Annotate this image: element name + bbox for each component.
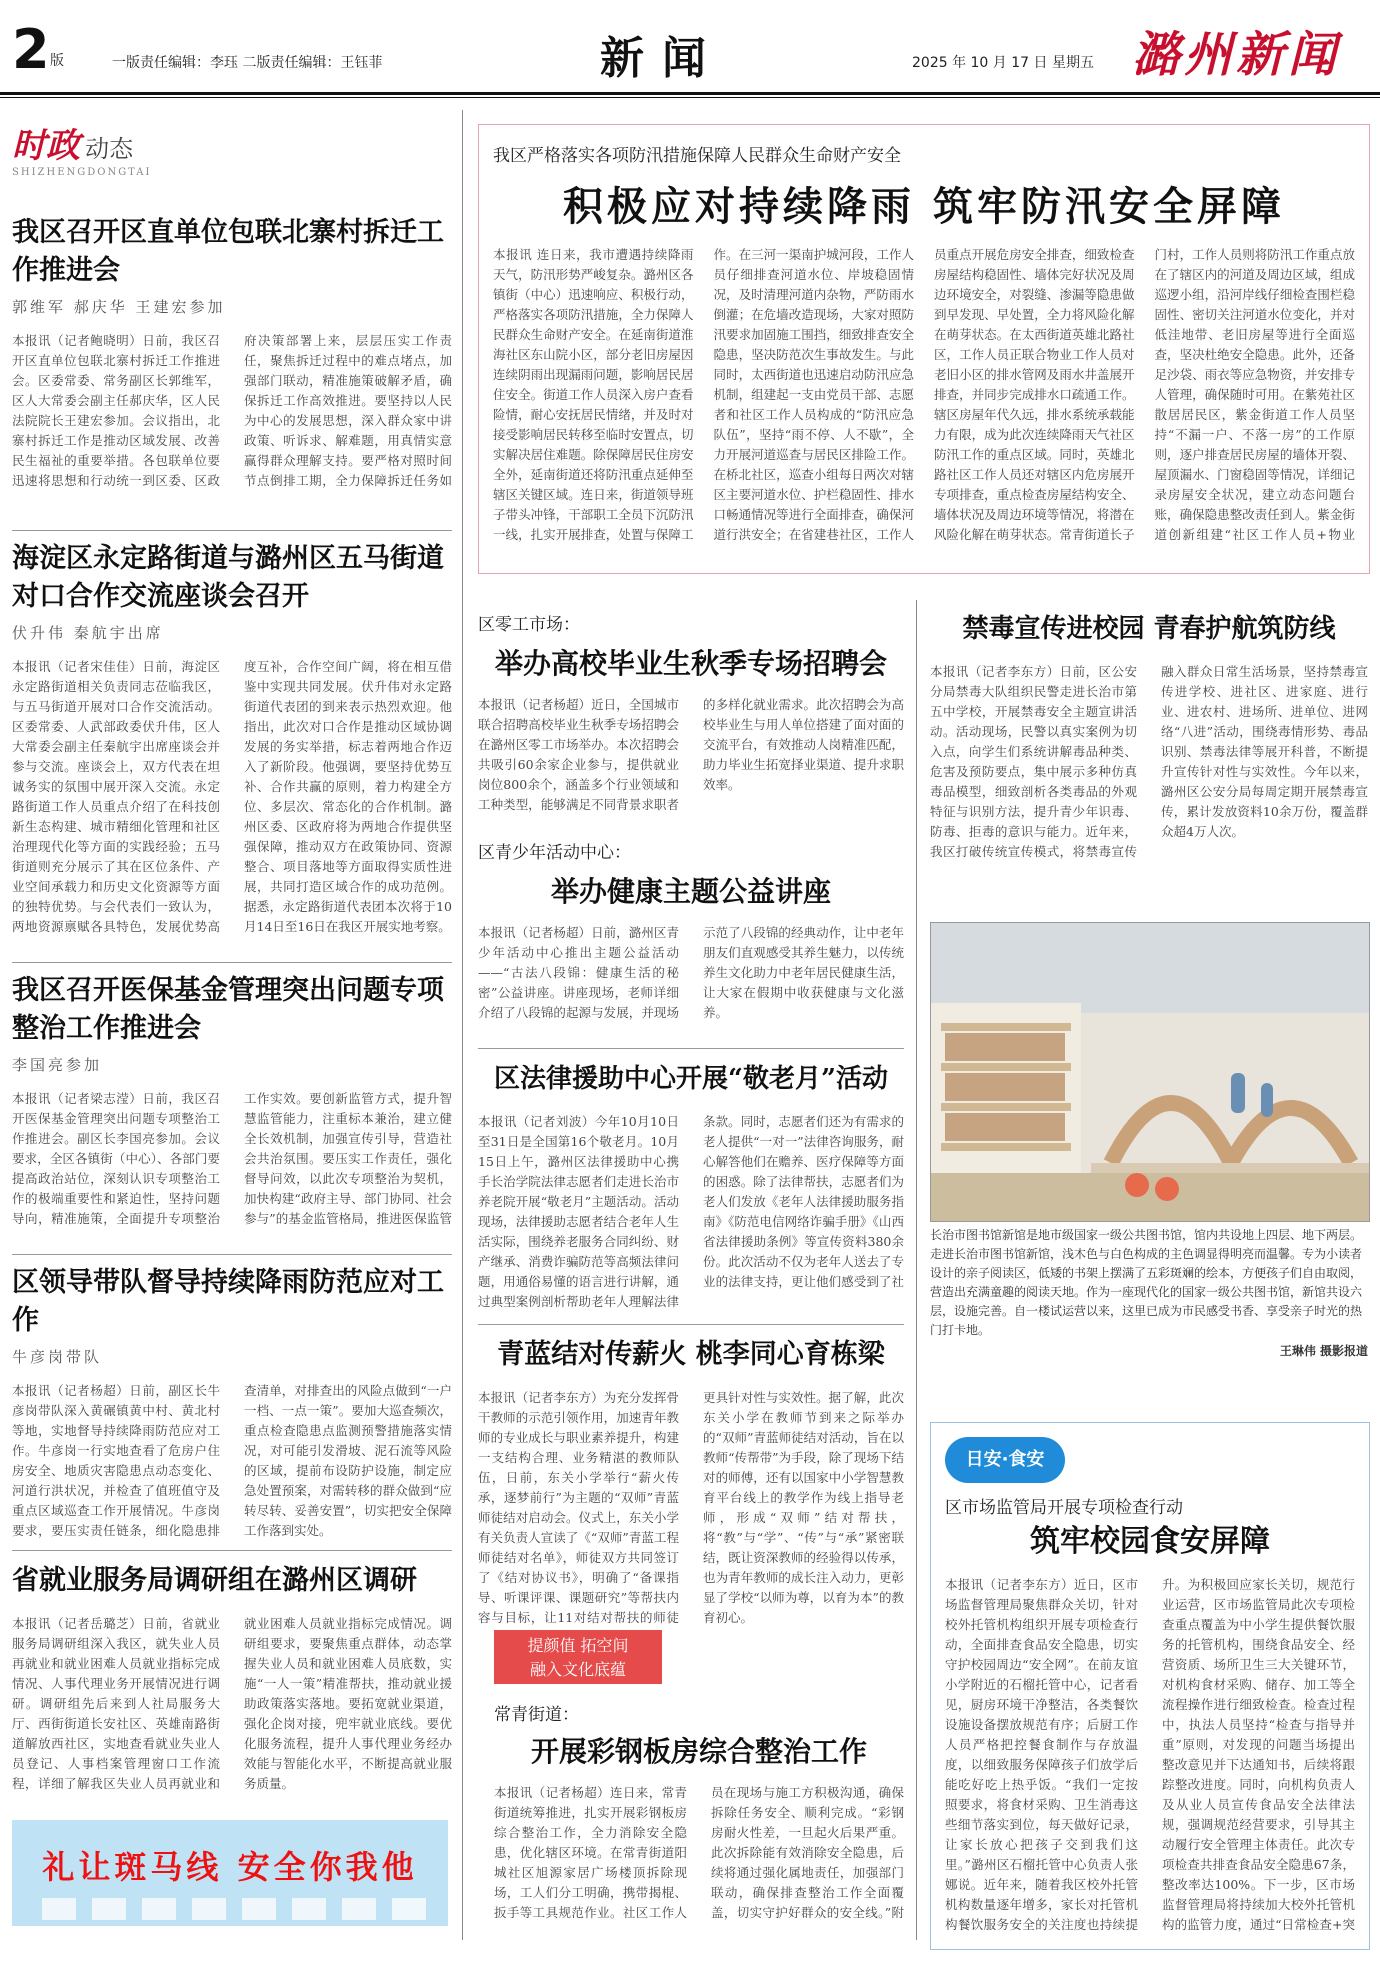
attendees: 李国亮参加 (12, 1056, 103, 1074)
article-body: 本报讯（记者李东方）近日，区市场监督管理局聚焦群众关切，针对校外托管机构组织开展专项检查行动，全面排查食品安全隐患，切实守护校园周边“安全网”。在前友谊小学附近的石榴托管中心，记者看见，厨房环境干净整洁，各类餐饮设施设备摆放规范有序；后厨工作人员严格把控餐食制作与存放温度，以细致服务保障孩子们放学后能吃好吃上热乎饭。“我们一定按照要求，将食材采购、卫生消毒这些细节落实到位，每天做好记录，让家长放心把孩子交到我们这里。”潞州区石榴托管中心负责人张娜说。近年来，随着我区校外托管机构数量逐年增多，家长对托管机构餐饮服务安全的关注度也持续提升。为积极回应家长关切，规范行业运营，区市场监管局此次专项检查重点覆盖为中小学生提供餐饮服务的托管机构，围绕食品安全、经营资质、场所卫生三大关键环节，对机构食材采购、储存、加工等全流程操作进行细致检查。检查过程中，执法人员坚持“检查与指导并重”原则，对发现的问题当场提出整改意见并下达通知书，后续将跟踪整改进度。同时，向机构负责人及从业人员宣传食品安全法律法规，强调规范经营要求，引导其主动履行安全管理主体责任。此次专项检查共排查食品安全隐患67条，整改率达100%。下一步，区市场监督管理局将持续加大校外托管机构的监管力度，通过“日常检查+突 (945, 1577, 1355, 1932)
editors-line: 一版责任编辑：李珏 二版责任编辑：王钰菲 (112, 55, 383, 71)
article-body: 本报讯（记者杨超）连日来，常青街道统筹推进，扎实开展彩钢板房综合整治工作，全力消除安全隐患，优化辖区环境。在常青街道阳城社区旭源家居广场楼顶拆除现场，工人们分工明确，携带揭棍、扳手等工具规范作业。社区工作人员在现场与施工方积极沟通，确保拆除任务安全、顺利完成。“彩钢房耐火性差，一旦起火后果严重。此次拆除能有效消除安全隐患，后续将通过强化属地责任，加强部门联动，确保排查整治工作全面覆盖，切实守护好群众的安全线。”附 (494, 1785, 904, 1920)
food-safety-logo: 日安·食安 (945, 1437, 1065, 1483)
article-employment (12, 1562, 452, 1794)
topic-badge (494, 1630, 662, 1684)
attendees: 伏升伟 秦航宇出席 (12, 624, 164, 642)
headline: 禁毒宣传进校园 青春护航筑防线 (962, 614, 1336, 644)
column-tag-pinyin: SHIZHENGDONGTAI (12, 167, 152, 178)
issue-date: 2025 年 10 月 17 日 星期五 (912, 55, 1094, 71)
divider (478, 1324, 904, 1325)
article-food-safety (930, 1422, 1370, 1950)
divider (12, 1550, 452, 1551)
column-tag (12, 118, 292, 176)
article-kicker: 区零工市场： (478, 615, 580, 635)
divider (12, 1254, 452, 1255)
headline: 海淀区永定路街道与潞州区五马街道对口合作交流座谈会召开 (12, 543, 444, 612)
badge-line: 融入文化底蕴 (529, 1660, 626, 1679)
headline: 举办高校毕业生秋季专场招聘会 (494, 647, 887, 680)
section-title: 新闻 (600, 33, 724, 84)
feature-article (478, 124, 1370, 574)
column-divider (916, 600, 917, 1940)
photo-caption (930, 1226, 1368, 1361)
caption-text: 长治市图书馆新馆是地市级国家一级公共图书馆，馆内共设地上四层、地下两层。走进长治市图书馆新馆，浅木色与白色构成的主色调显得明亮而温馨。专为小读者设计的亲子阅读区，低矮的书架上摆满了五彩斑斓的绘本，方便孩子们自由取阅，营造出充满童趣的阅读天地。作为一座现代化的国家一级公共图书馆，新馆共设六层，设施完善。自一楼试运营以来，这里已成为市民感受书香、享受亲子时光的热门打卡地。 (930, 1228, 1363, 1337)
promo-slogan: 礼让斑马线 安全你我他 (42, 1848, 418, 1886)
article-body: 本报讯（记者刘波）今年10月10日至31日是全国第16个敬老月。10月15日上午，潞州区法律援助中心携手长治学院法律志愿者们走进长治市养老院开展“敬老月”主题活动。活动现场，法律援助志愿者结合老年人生活实际，围绕养老服务合同纠纷、财产继承、消费诈骗防范等高频法律问题，用通俗易懂的语言进行讲解，通过典型案例剖析帮助老年人理解法律条款。同时，志愿者们还为有需求的老人提供“一对一”法律咨询服务，耐心解答他们在赡养、医疗保障等方面的困惑。除了法律帮扶，志愿者们为老人们发放《老年人法律援助服务指南》《防范电信网络诈骗手册》《山西省法律援助条例》等宣传资料380余份。此次活动不仅为老年人送去了专业的法律支持，更让他们感受到了社 (478, 1114, 904, 1309)
newspaper-logo: 潞州新闻 (1132, 27, 1341, 83)
page-number: 2 (12, 18, 50, 81)
article-body: 本报讯（记者杨超）日前，副区长牛彦岗带队深入黄碾镇黄中村、黄北村等地，实地督导持续降雨防范应对工作。牛彦岗一行实地查看了危房户住房安全、地质灾害隐患点动态变化、河道行洪状况，并检查了值班值守及重点区域巡查工作开展情况。牛彦岗要求，要压实责任链条，细化隐患排查清单，对排查出的风险点做到“一户一档、一点一策”。要加大巡查频次，重点检查隐患点监测预警措施落实情况，对可能引发滑坡、泥石流等风险的区域，提前布设防护设施，制定应急处置预案，对需转移的群众做到“应转尽转、妥善安置”，切实把安全保障工作落到实处。 (12, 1383, 452, 1538)
divider (12, 962, 452, 963)
badge-line: 提颜值 拓空间 (527, 1636, 629, 1655)
article-body: 本报讯（记者岳璐芝）日前，省就业服务局调研组深入我区，就失业人员再就业和就业困难人员就业指标完成情况、人事代理业务开展情况进行调研。调研组先后来到人社局服务大厅、西街街道长安社区、英雄南路街道解放西社区，实地查看就业失业人员登记、人事档案管理窗口工作流程，详细了解我区失业人员再就业和就业困难人员就业指标完成情况。调研组要求，要聚焦重点群体，动态掌握失业人员和就业困难人员底数，实施“一人一策”精准帮扶，推动就业援助政策落实落地。要拓宽就业渠道，强化企岗对接，兜牢就业底线。要优化服务流程，提升人事代理业务经办效能与智能化水平，不断提高就业服务质量。 (12, 1616, 452, 1791)
headline: 区法律援助中心开展“敬老月”活动 (494, 1064, 888, 1094)
article-body: 本报讯（记者李东方）日前，区公安分局禁毒大队组织民警走进长治市第五中学校，开展禁毒安全主题宣讲活动。活动现场，民警以真实案例为切入点，向学生们系统讲解毒品种类、危害及预防要点，集中展示多种仿真毒品模型，细致剖析各类毒品的外观特征与识别方法，提升青少年识毒、防毒、拒毒的意识与能力。近年来，我区打破传统宣传模式，将禁毒宣传融入群众日常生活场景，坚持禁毒宣传进学校、进社区、进家庭、进行业、进农村、进场所、进单位、进网络“八进”活动，围绕毒情形势、毒品识别、禁毒法律等展开科普，不断提升宣传针对性与实效性。今年以来，潞州区公安分局每周定期开展禁毒宣传，累计发放资料10余万份，覆盖群众超4万人次。 (930, 664, 1368, 859)
headline: 我区召开区直单位包联北寨村拆迁工作推进会 (12, 217, 444, 286)
article-body: 本报讯（记者宋佳佳）日前，海淀区永定路街道相关负责同志莅临我区，与五马街道开展对口合作交流活动。区委常委、人武部政委伏升伟，区人大常委会副主任秦航宇出席座谈会并参与交流。座谈会上，双方代表在坦诚务实的氛围中展开深入交流。永定路街道工作人员重点介绍了在科技创新生态构建、城市精细化管理和社区治理现代化等方面的实践经验；五马街道则充分展示了其在区位条件、产业空间承载力和历史文化资源等方面的独特优势。与会代表们一致认为，两地资源禀赋各具特色，发展优势高度互补，合作空间广阔，将在相互借鉴中实现共同发展。伏升伟对永定路街道代表团的到来表示热烈欢迎。他指出，此次对口合作是推动区域协调发展的务实举措，标志着两地合作迈入了新阶段。他强调，要坚持优势互补、合作共赢的原则，着力构建全方位、多层次、常态化的合作机制。潞州区委、区政府将为两地合作提供坚强保障，推动双方在政策协同、资源整合、项目落地等方面取得实质性进展，共同打造区域合作的成功范例。据悉，永定路街道代表团本次将于10月14日至16日在我区开展实地考察。 (12, 659, 452, 934)
headline: 我区召开医保基金管理突出问题专项整治工作推进会 (12, 975, 444, 1044)
library-interior-image (931, 923, 1369, 1221)
feature-headline: 积极应对持续降雨 筑牢防汛安全屏障 (563, 183, 1285, 230)
article-body: 本报讯（记者鲍晓明）日前，我区召开区直单位包联北寨村拆迁工作推进会。区委常委、常务副区长郭维军，区人大常委会副主任郝庆华，区人民法院院长王建宏参加。会议指出，北寨村拆迁工作是推动区域发展、改善民生福祉的重要举措。各包联单位要迅速将思想和行动统一到区委、区政府决策部署上来，层层压实工作责任，聚焦拆迁过程中的难点堵点，加强部门联动，精准施策破解矛盾，确保拆迁工作高效推进。要坚持以人民为中心的发展思想，深入群众家中讲政策、听诉求、解难题，用真情实意赢得群众理解支持。要严格对照时间节点倒排工期，全力保障拆迁任务如 (12, 333, 452, 488)
article-steel-house (494, 1700, 904, 1923)
headline: 青蓝结对传薪火 桃李同心育栋梁 (497, 1339, 885, 1370)
article-demolition (12, 214, 452, 501)
headline: 区领导带队督导持续降雨防范应对工作 (12, 1267, 444, 1336)
article-mentorship (478, 1336, 904, 1628)
divider (478, 1048, 904, 1049)
article-cooperation (12, 540, 452, 957)
article-medical-insurance (12, 972, 452, 1229)
article-kicker: 区市场监管局开展专项检查行动 (945, 1498, 1183, 1518)
masthead-rule (0, 92, 1380, 95)
library-photo (930, 922, 1370, 1222)
article-anti-drug (930, 610, 1368, 862)
promo-banner (12, 1820, 448, 1926)
article-legal-aid (478, 1060, 904, 1312)
article-job-fair (478, 610, 904, 815)
column-tag-gray: 动态 (85, 135, 134, 163)
photo-credit: 王琳伟 摄影报道 (1279, 1344, 1368, 1358)
article-health-lecture (478, 838, 904, 1041)
article-body: 本报讯（记者杨超）日前，潞州区青少年活动中心推出主题公益活动——“古法八段锦：健康生活的秘密”公益讲座。讲座现场，老师详细介绍了八段锦的起源与发展，并现场示范了八段锦的经典动作，让中老年朋友们直观感受其养生魅力，以传统养生文化助力中老年居民健康生活，让大家在假期中收获健康与文化滋养。 (478, 925, 904, 1020)
headline: 举办健康主题公益讲座 (550, 875, 831, 908)
headline: 省就业服务局调研组在潞州区调研 (12, 1565, 417, 1596)
article-body: 本报讯（记者李东方）为充分发挥骨干教师的示范引领作用，加速青年教师的专业成长与职业素养提升，构建一支结构合理、业务精湛的教师队伍，日前，东关小学举行“薪火传承，逐梦前行”为主题的“双师”青蓝师徒结对启动会。仪式上，东关小学有关负责人宣读了《“双师”青蓝工程师徒结对名单》，师徒双方共同签订了《结对协议书》，明确了“备课指导、听课评课、课题研究”等帮扶内容与目标，让11对结对帮扶的师徒更具针对性与实效性。据了解，此次东关小学在教师节到来之际举办的“双师”青蓝师徒结对活动，旨在以教师“传帮带”为手段，除了现场下结对的师傅，还有以国家中小学智慧教育平台线上的教学作为线上指导老师，形成“双师”结对帮扶，将“教”与“学”、“传”与“承”紧密联结，既让资深教师的经验得以传承，也为青年教师的成长注入动力，更彰显了学校“以师为尊，以育为本”的教育初心。 (478, 1390, 904, 1625)
divider (12, 530, 452, 531)
page-suffix: 版 (50, 53, 64, 69)
masthead (0, 0, 1380, 96)
headline: 开展彩钢板房综合整治工作 (530, 1735, 867, 1768)
feature-kicker: 我区严格落实各项防汛措施保障人民群众生命财产安全 (493, 146, 901, 166)
headline: 筑牢校园食安屏障 (1030, 1524, 1270, 1559)
article-flood-inspection (12, 1264, 452, 1541)
feature-body: 本报讯 连日来，我市遭遇持续降雨天气，防汛形势严峻复杂。潞州区各镇街（中心）迅速响应、积极行动，严格落实各项防汛措施，全力保障人民群众生命财产安全。在延南街道淮海社区东山院小区，部分老旧房屋因连续阴雨出现漏雨问题，影响居民居住安全。街道工作人员深入房户查看险情，耐心安抚居民情绪，并及时对接受影响居民转移至临时安置点，切实解决居住难题。除保障居民住房安全外，延南街道还将防汛重点延伸至辖区关键区域。连日来，街道领导班子带头冲锋，干部职工全员下沉防汛一线，扎实开展排查，处置与保障工作。在三河一渠南护城河段，工作人员仔细排查河道水位、岸坡稳固情况，及时清理河道内杂物，严防雨水倒灌；在危墙改造现场，大家对照防汛要求加固施工围挡，细致排查安全隐患，坚决防范次生事故发生。与此同时，太西街道也迅速启动防汛应急机制，组建起一支由党员干部、志愿者和社区工作人员构成的“防汛应急队伍”，坚持“雨不停、人不歇”，全力开展河道巡查与居民区排险工作。在桥北社区，巡查小组每日两次对辖区主要河道水位、护栏稳固性、排水口畅通情况等进行全面排查，确保河道行洪安全；在省建巷社区，工作人员重点开展危房安全排查，细致检查房屋结构稳固性、墙体完好状况及周边环境安全，对裂缝、渗漏等隐患做到早发现、早处置，全力将风险化解在萌芽状态。在太西街道英雄北路社区，工作人员正联合物业工作人员对老旧小区的排水管网及雨水井盖展开排查，并同步完成排水口疏通工作。辖区房屋年代久远，排水系统承载能力有限，成为此次连续降雨天气社区防汛工作的重点区域。同时，英雄北路社区工作人员还对辖区内危房展开专项排查，重点检查房屋结构安全、墙体状况及周边环境等情况，将潜在风险化解在萌芽状态。常青街道长子门村，工作人员则将防汛工作重点放在了辖区内的河道及周边区域，组成巡逻小组，沿河岸线仔细检查围栏稳固性、密切关注河道水位变化，并对低洼地带、老旧房屋等进行全面巡查，坚决杜绝安全隐患。此外，还备足沙袋、雨衣等应急物资，并安排专人管理，确保随时可用。在紫苑社区散居居民区，紫金街道工作人员坚持“不漏一户、不落一房”的工作原则，逐户排查居民房屋的墙体开裂、屋顶漏水、门窗稳固等情况，详细记录房屋安全状况，建立动态问题台账，确保隐患整改责任到人。紫金街道创新组建“社区工作人员+物业 (493, 247, 1355, 542)
column-divider (462, 110, 463, 1940)
masthead-rule-thin (0, 97, 1380, 98)
article-body: 本报讯（记者杨超）近日，全国城市联合招聘高校毕业生秋季专场招聘会在潞州区零工市场举办。本次招聘会共吸引60余家企业参与，提供就业岗位800余个，涵盖多个行业领域和工种类型，能够满足不同背景求职者的多样化就业需求。此次招聘会为高校毕业生与用人单位搭建了面对面的交流平台，有效推动人岗精准匹配，助力毕业生拓宽择业渠道、提升求职效率。 (478, 697, 904, 812)
article-body: 本报讯（记者梁志滢）日前，我区召开医保基金管理突出问题专项整治工作推进会。副区长李国亮参加。会议要求，全区各镇街（中心）、各部门要提高政治站位，深刻认识专项整治工作的极端重要性和紧迫性，坚持问题导向，精准施策，全面提升专项整治工作实效。要创新监管方式，提升智慧监管能力，注重标本兼治，建立健全长效机制，加强宣传引导，营造社会共治氛围。要压实工作责任，强化督导问效，以此次专项整治为契机，加快构建“政府主导、部门协同、社会参与”的基金监管格局，推进医保监管 (12, 1091, 452, 1226)
article-kicker: 区青少年活动中心： (478, 843, 631, 863)
attendees: 牛彦岗带队 (12, 1348, 103, 1366)
article-kicker: 常青街道： (494, 1705, 579, 1725)
column-tag-red: 时政 (12, 126, 80, 166)
attendees: 郭维军 郝庆华 王建宏参加 (12, 298, 226, 316)
